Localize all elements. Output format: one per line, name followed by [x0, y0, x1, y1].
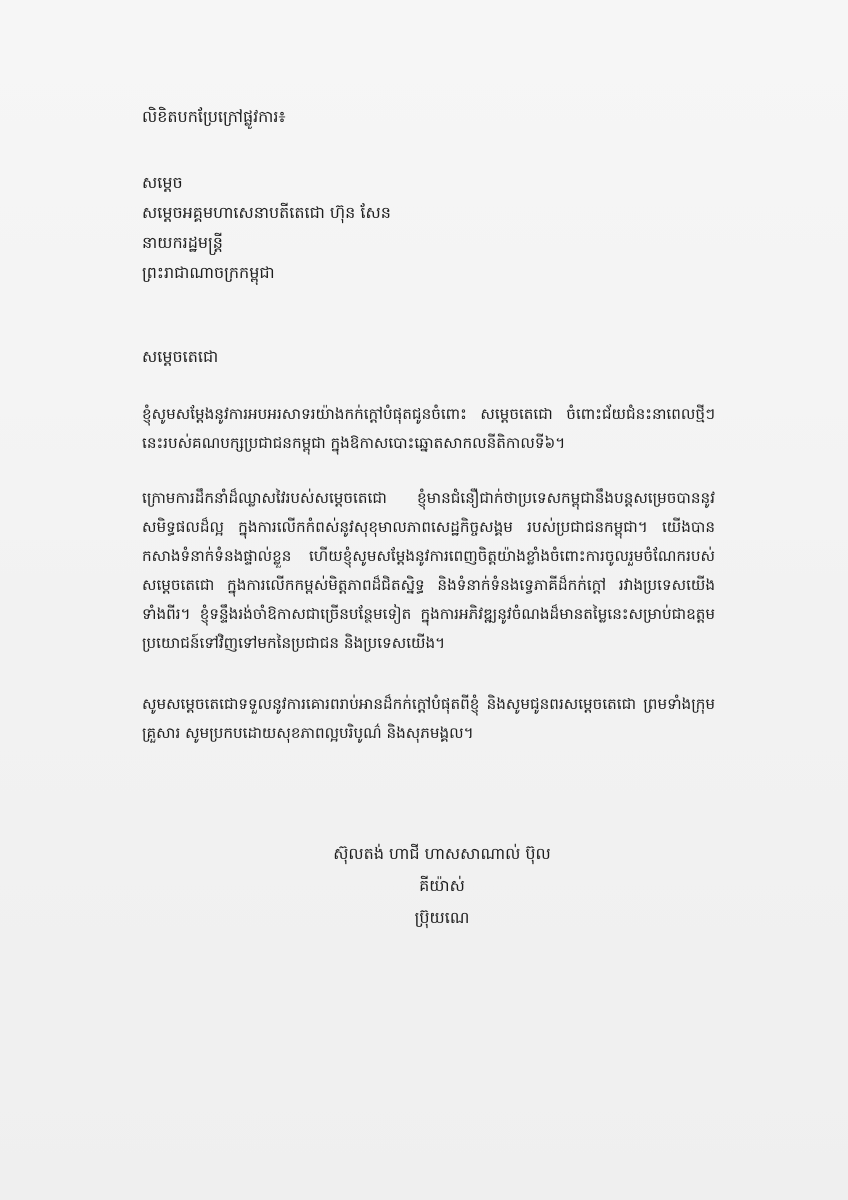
- body-paragraph-closing: សូមសម្តេចតេជោទទួលនូវការគោរពរាប់អានដ៏កក់ក្តៅបំផុតពីខ្ញុំ និងសូមជូនពរសម្តេចតេជោ ព្រមទាំងក្រុមគ្រួសារ សូមប្រកបដោយសុខភាពល្អបរិបូណ៌ និងសុភមង្គល។: [142, 695, 715, 742]
- body-paragraph-relations: ក្រោមការដឹកនាំដ៏ឈ្លាសវៃរបស់សម្តេចតេជោ ខ្ញុំមានជំនឿជាក់ថាប្រទេសកម្ពុជានឹងបន្តសម្រេចបាននូវសមិទ្ធផលដ៏ល្អ ក្នុងការលើកកំពស់នូវសុខុមាលភាពសេដ្ឋកិច្ចសង្គម របស់ប្រជាជនកម្ពុជា។ យើងបានកសាងទំនាក់ទំនងផ្ទាល់ខ្លួន ហើយខ្ញុំសូមសម្តែងនូវការពេញចិត្តយ៉ាងខ្លាំងចំពោះការចូលរួមចំណែករបស់សម្តេចតេជោ ក្នុងការលើកកម្ពស់មិត្តភាពដ៏ជិតស្និទ្ធ និងទំនាក់ទំនងទ្វេភាគីដ៏កក់ក្តៅ រវាងប្រទេសយើងទាំងពីរ។ ខ្ញុំទន្ទឹងរង់ចាំឱកាសជាច្រើនបន្ថែមទៀត ក្នុងការអភិវឌ្ឍនូវចំណងដ៏មានតម្លៃនេះសម្រាប់ជាឧត្តមប្រយោជន៍ទៅវិញទៅមកនៃប្រជាជន និងប្រទេសយើង។: [142, 489, 715, 652]
- addressee-line: សម្តេចអគ្គមហាសេនាបតីតេជោ ហ៊ុន សែន: [142, 203, 391, 222]
- addressee-line: ព្រះរាជាណាចក្រកម្ពុជា: [142, 263, 275, 282]
- addressee-line: នាយករដ្ឋមន្ត្រី: [142, 233, 223, 252]
- body-paragraph-congratulations: ខ្ញុំសូមសម្តែងនូវការអបអរសាទរយ៉ាងកក់ក្តៅបំផុតជូនចំពោះ សម្តេចតេជោ ចំពោះជ័យជំនះនាពេលថ្មីៗនេះរបស់គណបក្សប្រជាជនកម្ពុជា ក្នុងឱកាសបោះឆ្នោតសាកលនីតិកាលទី៦។: [142, 405, 715, 452]
- signature-block: [312, 838, 572, 934]
- addressee-block: [142, 168, 391, 288]
- signatory-name: ស៊ុលតង់ ហាជី ហាសសាណាល់ ប៊ុលគីយ៉ាស់: [333, 844, 551, 895]
- signatory-title: ប្រ៊ុយណេ: [414, 908, 470, 927]
- addressee-line: សម្តេច: [142, 173, 183, 192]
- salutation: សម្តេចតេជោ: [142, 347, 219, 366]
- letter-heading: លិខិតបកប្រែក្រៅផ្លូវការ៖: [142, 107, 286, 126]
